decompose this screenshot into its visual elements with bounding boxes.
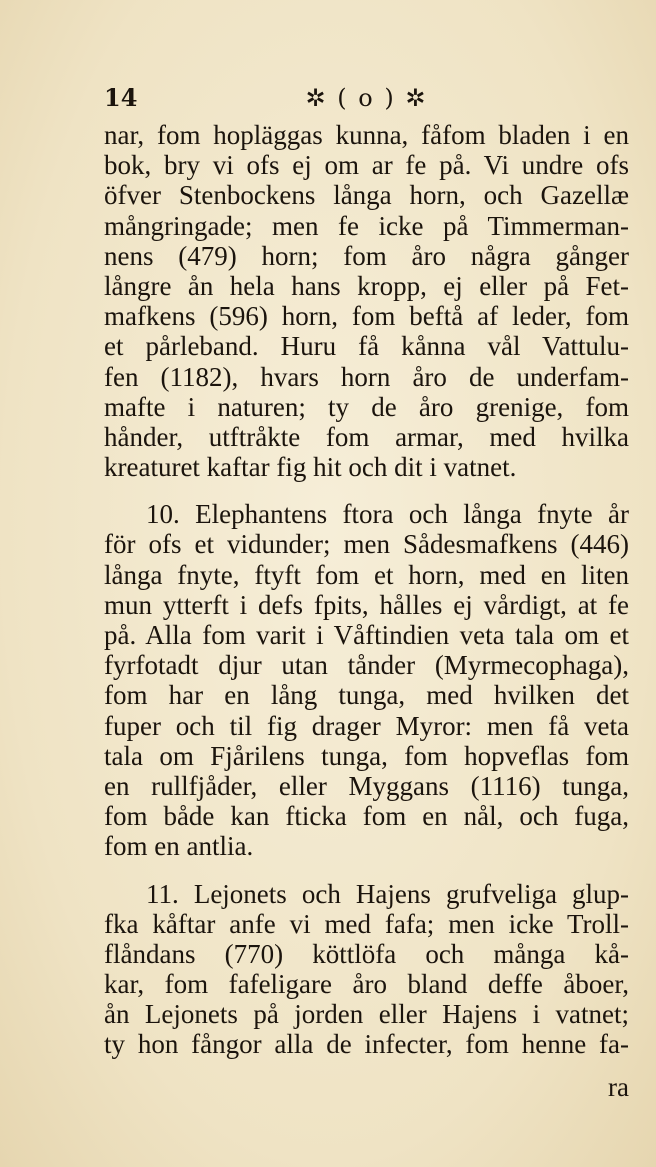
text-line: fka kåftar anfe vi med fafa; men icke Troll- [104, 908, 629, 939]
text-line: fen (1182), hvars horn åro de underfam- [104, 361, 629, 392]
text-line: fyrfotadt djur utan tånder (Myrmecophaga), [104, 650, 629, 681]
paragraph-10 [104, 499, 629, 861]
text-line: mafte i naturen; ty de åro grenige, fom [104, 391, 629, 422]
text-line: mafkens (596) horn, fom beftå af leder, fom [104, 301, 629, 332]
text-line: et pårleband. Huru få kånna vål Vattulu- [104, 331, 629, 362]
page-number: 14 [104, 83, 138, 112]
text-line: kar, fom fafeligare åro bland deffe åboer, [104, 969, 629, 1000]
text-line: en rullfjåder, eller Myggans (1116) tunga, [104, 770, 629, 801]
text-line: fom både kan fticka fom en nål, och fuga, [104, 801, 629, 832]
running-head: ✲ ( o ) ✲ [305, 84, 428, 112]
text-line: långa fnyte, ftyft fom et horn, med en liten [104, 559, 629, 590]
text-line: fom har en lång tunga, med hvilken det [104, 680, 629, 711]
paragraph-9 [104, 120, 629, 482]
text-line: 11. Lejonets och Hajens grufveliga glup- [146, 878, 629, 909]
text-line: bok, bry vi ofs ej om ar fe på. Vi undre ofs [104, 150, 629, 181]
text-line: tala om Fjårilens tunga, fom hopveflas fom [104, 740, 629, 771]
text-line: nar, fom hopläggas kunna, fåfom bladen i en [104, 120, 629, 150]
text-line: mun ytterft i defs fpits, hålles ej vårdigt, at fe [104, 589, 629, 620]
body-text [104, 120, 629, 1060]
text-line: på. Alla fom varit i Våftindien veta tala om et [104, 620, 629, 650]
text-line: långre ån hela hans kropp, ej eller på Fet- [104, 270, 629, 301]
text-line: 10. Elephantens ftora och långa fnyte år [146, 499, 629, 530]
text-line: flåndans (770) köttlöfa och många kå- [104, 938, 629, 969]
text-line: nens (479) horn; fom åro några gånger [104, 240, 629, 271]
text-line: ån Lejonets på jorden eller Hajens i vatnet; [104, 999, 629, 1030]
text-line: öfver Stenbockens långa horn, och Gazellæ [104, 180, 629, 211]
page-header [104, 80, 629, 116]
text-line: ty hon fångor alla de infecter, fom henne fa- [104, 1029, 629, 1060]
text-line: för ofs et vidunder; men Sådesmafkens (446) [104, 529, 629, 560]
text-line: fom en antlia. [104, 831, 254, 862]
text-line: kreaturet kaftar fig hit och dit i vatnet. [104, 452, 517, 483]
text-line: mångringade; men fe icke på Timmerman- [104, 210, 629, 241]
catchword: ra [608, 1072, 629, 1102]
paragraph-11 [104, 879, 629, 1060]
text-line: fuper och til fig drager Myror: men få veta [104, 710, 629, 741]
text-line: hånder, utftråkte fom armar, med hvilka [104, 421, 629, 452]
